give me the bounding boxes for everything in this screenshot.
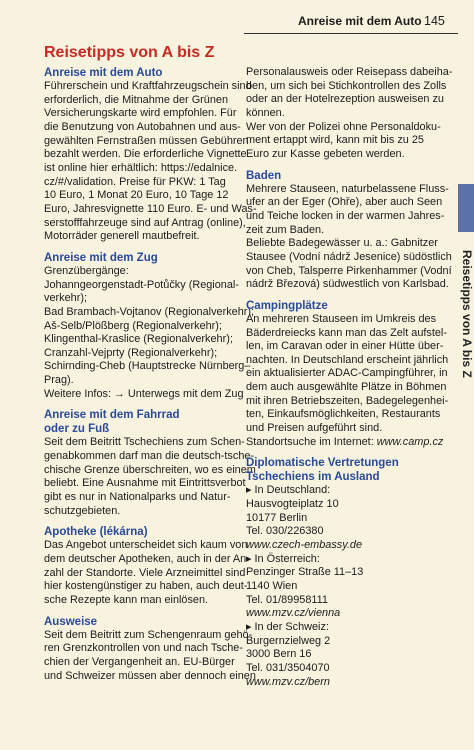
text-line: ren Grenzkontrollen von und nach Tsche-	[44, 642, 243, 655]
text-line: sche Rezepte kann man einlösen.	[44, 594, 209, 606]
page-title: Reisetipps von A bis Z	[44, 44, 215, 61]
text-line: Penzinger Straße 11–13	[246, 566, 364, 579]
embassy-switzerland-title: ▸ In der Schweiz:	[246, 620, 329, 633]
text-line: Mehrere Stauseen, naturbelassene Fluss-	[246, 182, 449, 195]
text-line: Klingenthal-Kraslice (Regionalverkehr);	[44, 333, 233, 346]
text-line: 1140 Wien	[246, 580, 298, 592]
section-heading-baden: Baden	[246, 169, 282, 182]
text-line: dem deutscher Apotheken, auch in der An-	[44, 553, 250, 566]
right-column	[246, 66, 453, 689]
text-line: chien der Vergangenheit an. EU-Bürger	[44, 655, 235, 668]
embassy-switzerland-link[interactable]: www.mzv.cz/bern	[246, 675, 330, 688]
section-heading-zug: Anreise mit dem Zug	[44, 251, 158, 264]
text-line: Motorräder generell mautbefreit.	[44, 230, 200, 243]
embassy-austria-link[interactable]: www.mzv.cz/vienna	[246, 607, 341, 620]
camping-link[interactable]: www.camp.cz	[376, 435, 444, 448]
text-line: Seit dem Beitritt zum Schengenraum gehö-	[44, 628, 253, 641]
page-number: 145	[424, 14, 445, 28]
text-line: serstofffahrzeuge sind auf Antrag (online),	[44, 216, 246, 229]
left-column	[44, 66, 257, 683]
text-line: Bäderdreiecks kann man das Zelt aufstel-	[246, 326, 447, 339]
text-line: Weitere Infos: → Unterwegs mit dem Zug	[44, 387, 244, 400]
text-line: zahl der Standorte. Viele Arzneimittel sind	[44, 566, 246, 579]
text-line: die Benutzung von Autobahnen und aus-	[44, 120, 241, 133]
text-line: ufer an der Eger (Ohře), aber auch Seen	[246, 196, 443, 209]
text-line: dem auch ausgewählte Plätze in Böhmen	[246, 381, 447, 394]
text-line: cz/#/validation. Preise für PKW: 1 Tag	[44, 175, 226, 188]
text-line: ein aktualisierter ADAC-Campingführer, in	[246, 367, 448, 380]
text-line: schutzgebieten.	[44, 504, 121, 517]
text-line: 3000 Bern 16	[246, 648, 312, 661]
text-line: Personalausweis oder Reisepass dabeiha-	[246, 66, 453, 78]
text-line: Schirnding-Cheb (Hauptstrecke Nürnberg–	[44, 360, 251, 373]
text-line: Aš-Selb/Plößberg (Regionalverkehr);	[44, 319, 222, 332]
section-heading-fahrrad-2: oder zu Fuß	[44, 423, 110, 436]
section-heading-apotheke: Apotheke (lékárna)	[44, 526, 148, 539]
text-line	[246, 436, 446, 450]
text-line: Burgernzielweg 2	[246, 634, 331, 647]
text-line: An mehreren Stauseen im Umkreis des	[246, 312, 437, 325]
text-line: beliebt. Eine Ausnahme mit Eintrittsverbot	[44, 477, 246, 490]
text-line: 10177 Berlin	[246, 511, 308, 524]
text-line: Grenzübergänge:	[44, 264, 129, 277]
text-line: nachten. In Deutschland erscheint jährlich	[246, 353, 449, 366]
text-line: Bad Brambach-Vojtanov (Regionalverkehr);	[44, 305, 255, 318]
text-line: gewählten Fernstraßen müssen Gebühren	[44, 134, 249, 147]
text-line: gibt es nur in Nationalparks und Natur-	[44, 491, 231, 504]
text-line: ben, um sich bei Stichkontrollen des Zolls	[246, 79, 447, 92]
text-line: len, im Caravan oder in einer Hütte über-	[246, 340, 444, 353]
text-line: ment ertappt wird, kann mit bis zu 25	[246, 134, 424, 147]
text-line: Beliebte Badegewässer u. a.: Gabnitzer	[246, 237, 438, 250]
text-line: Führerschein und Kraftfahrzeugschein sind	[44, 80, 252, 92]
text-line: oder an der Hotelrezeption ausweisen zu	[246, 93, 444, 106]
text-line: mit ihren Betriebszeiten, Badegelegenhei-	[246, 394, 449, 407]
side-tab-marker	[458, 184, 474, 232]
header-rule	[244, 33, 458, 34]
text-line: nádrž Březová) südwestlich von Karlsbad.	[246, 278, 449, 291]
camping-internet-label: Standortsuche im Internet:	[246, 435, 377, 448]
embassy-germany-title: ▸ In Deutschland:	[246, 484, 331, 497]
text-line: Seit dem Beitritt Tschechiens zum Schen-	[44, 436, 245, 449]
text-line: Tel. 031/3504070	[246, 661, 330, 674]
text-line: erforderlich, die Mitnahme der Grünen	[44, 93, 229, 106]
text-line: genabkommen darf man die deutsch-tsche-	[44, 450, 255, 463]
text-line: Tel. 030/226380	[246, 525, 324, 538]
text-line: ten, Einkaufsmöglichkeiten, Restaurants	[246, 408, 441, 421]
text-line: können.	[246, 106, 285, 119]
section-heading-auto: Anreise mit dem Auto	[44, 67, 163, 79]
text-line: und Preisen aufgeführt sind.	[246, 422, 383, 435]
embassy-germany-link[interactable]: www.czech-embassy.de	[246, 539, 363, 552]
text-line: chische Grenze überschreiten, wo es einem	[44, 463, 256, 476]
text-line: hier kostengünstiger zu haben, auch deut-	[44, 580, 248, 593]
text-line: Johanngeorgenstadt-Potůčky (Regional-	[44, 278, 239, 291]
text-line: verkehr);	[44, 292, 87, 305]
section-heading-diplomatic: Diplomatische Vertretungen	[246, 457, 399, 470]
text-line: und Teiche locken in der warmen Jahres-	[246, 209, 445, 222]
text-line: 10 Euro, 1 Monat 20 Euro, 10 Tage 12	[44, 189, 229, 202]
text-line: Stausee (Vodní nádrž Jesenice) südöstlich	[246, 250, 452, 263]
section-heading-ausweise: Ausweise	[44, 615, 98, 628]
text-line: Wer von der Polizei ohne Personaldoku-	[246, 120, 441, 133]
text-line: ist online hier erhältlich: https://edalnice.	[44, 161, 238, 174]
text-line: Das Angebot unterscheidet sich kaum von	[44, 539, 248, 552]
text-line: Versicherungskarte wird empfohlen. Für	[44, 107, 237, 120]
text-line: Tel. 01/89958111	[246, 593, 328, 606]
text-line: von Cheb, Talsperre Pirkenhammer (Vodní	[246, 264, 452, 277]
section-heading-fahrrad: Anreise mit dem Fahrrad	[44, 409, 180, 422]
running-head: Anreise mit dem Auto	[298, 14, 422, 28]
text-line: Euro zur Kasse gebeten werden.	[246, 147, 405, 160]
side-tab-label: Reisetipps von A bis Z	[460, 250, 474, 378]
text-line: und Schweizer müssen aber dennoch einen	[44, 669, 256, 682]
text-line: Hausvogteiplatz 10	[246, 498, 339, 511]
text-line: Cranzahl-Vejprty (Regionalverkehr);	[44, 346, 218, 359]
section-heading-camping: Campingplätze	[246, 299, 328, 312]
text-line: bezahlt werden. Die erforderliche Vignette	[44, 148, 247, 161]
embassy-austria-title: ▸ In Österreich:	[246, 552, 320, 565]
text-line: zeit zum Baden.	[246, 223, 325, 236]
section-heading-diplomatic-2: Tschechiens im Ausland	[246, 471, 380, 484]
text-line: Euro, Jahresvignette 110 Euro. E- und Was-	[44, 202, 257, 215]
text-line: Prag).	[44, 374, 74, 387]
